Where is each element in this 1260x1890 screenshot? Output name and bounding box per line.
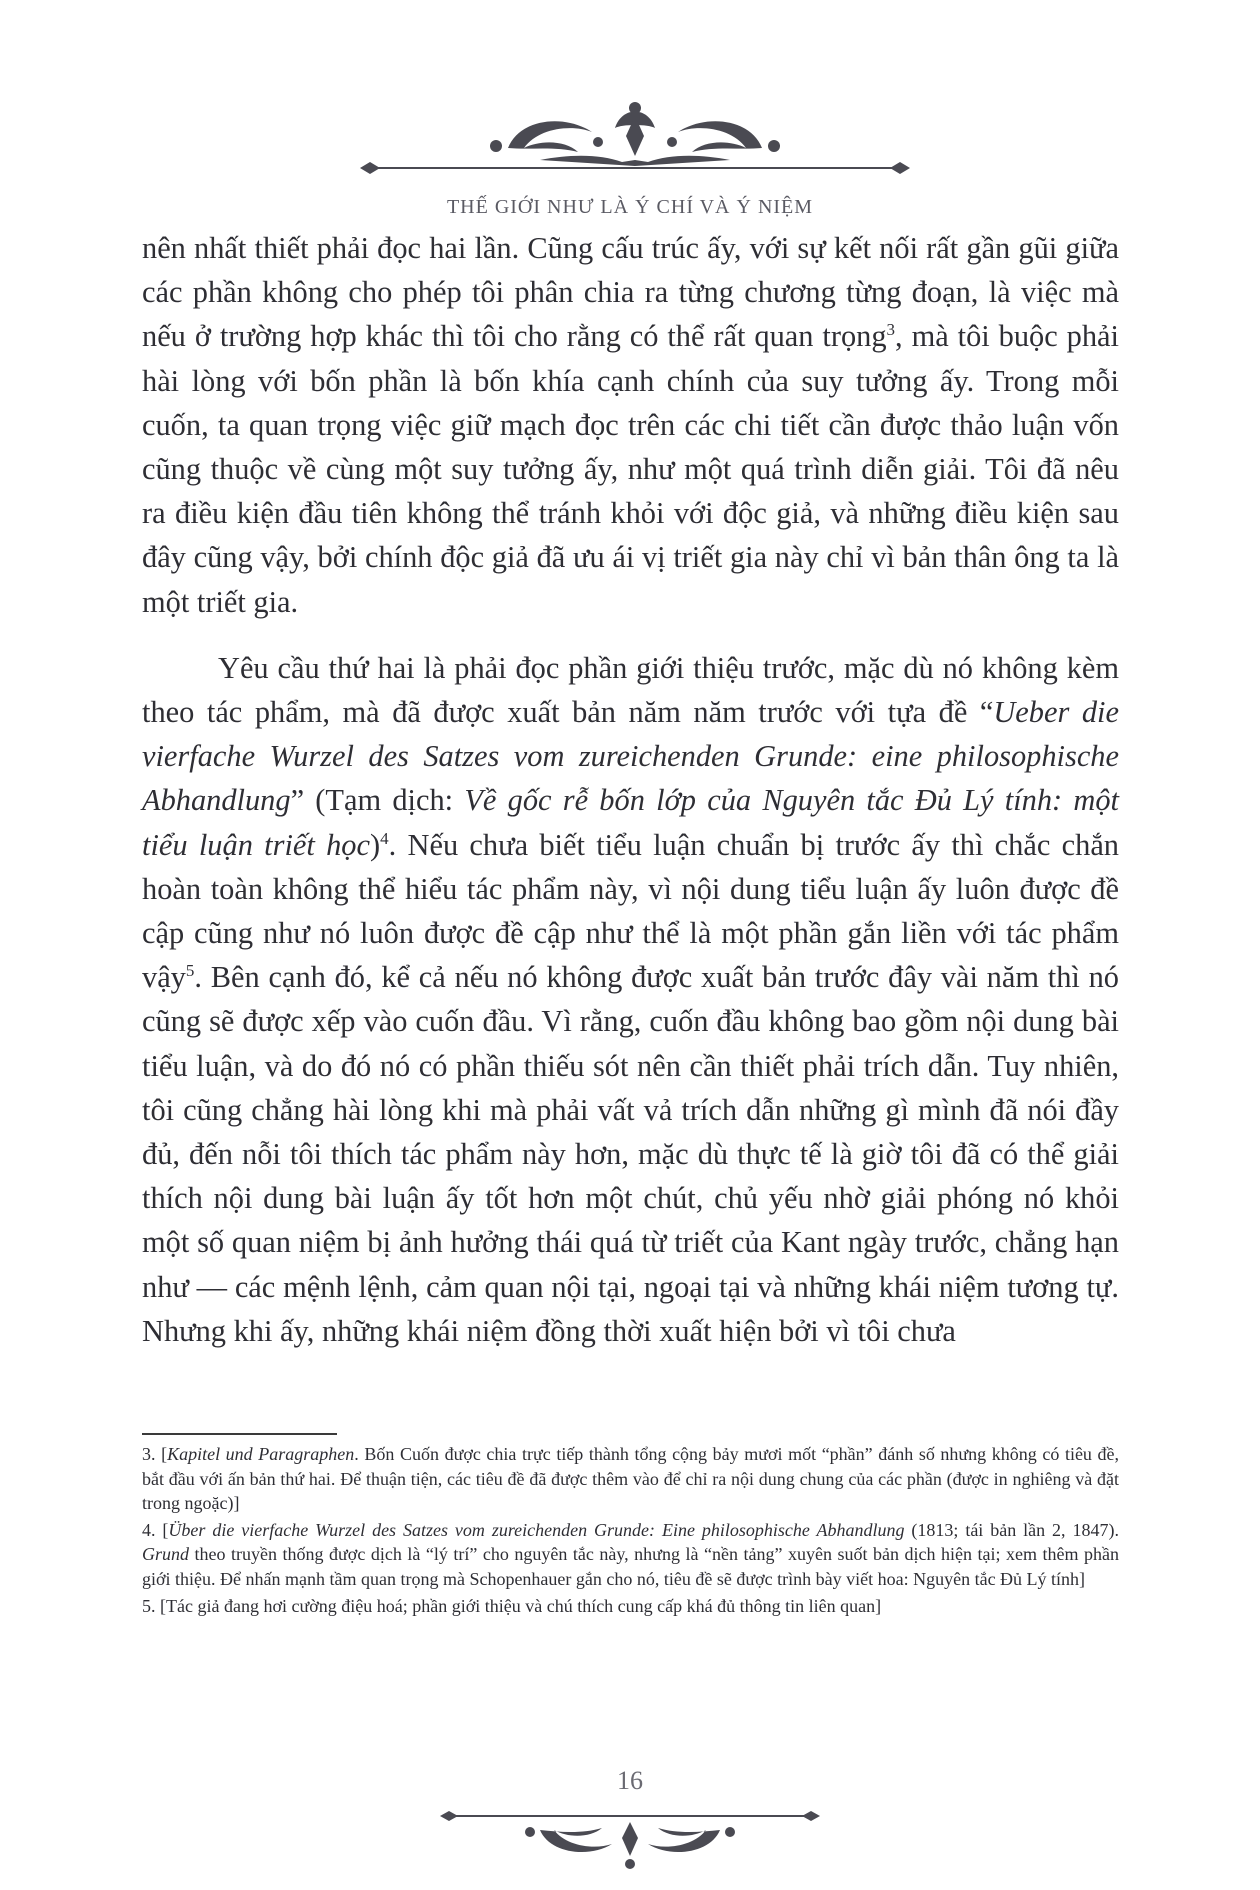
footnote-5 — [142, 1594, 1119, 1619]
ornament-top — [360, 96, 910, 206]
footnote-3 — [142, 1442, 1119, 1516]
paragraph-2-text: Yêu cầu thứ hai là phải đọc phần giới thiệu trước, mặc dù nó không kèm theo tác phẩm, mà đã được xuất bản năm năm trước với tựa đề “ — [142, 650, 1119, 730]
footnote-italic: Grund — [142, 1544, 190, 1565]
footnote-text: (1813; tái bản lần 2, 1847). — [904, 1519, 1119, 1540]
footnote-divider — [142, 1433, 337, 1435]
footnote-text: 3. [ — [142, 1444, 168, 1464]
paragraph-2-text: ” (Tạm dịch: — [290, 783, 465, 818]
footnote-text: 5. [Tác giả đang hơi cường điệu hoá; phần giới thiệu và chú thích cung cấp khá đủ thông tin liên quan] — [142, 1595, 882, 1616]
paragraph-2-text: ) — [370, 827, 381, 862]
footnote-4 — [142, 1518, 1119, 1592]
footnote-text: . Bốn Cuốn được chia trực tiếp thành tổng cộng bảy mươi mốt “phần” đánh số nhưng không có tiêu đề, bắt đầu với ấn bản thứ hai. Để thuận tiện, các tiêu đề đã được thêm vào để chỉ ra nội dung chung của các phần (được in nghiêng và đặt trong ngoặc)] — [142, 1444, 1120, 1514]
paragraph-1 — [142, 226, 1119, 624]
paragraph-2-italic: Ueber die vierfache Wurzel des Satzes vom zureichenden Grunde: eine philosophische Abhandlung — [142, 695, 1119, 818]
page-number: 16 — [617, 1766, 643, 1795]
paragraph-2-italic: Về gốc rễ bốn lớp của Nguyên tắc Đủ Lý tính: một tiểu luận triết học — [142, 783, 1119, 862]
paragraph-1-text: nên nhất thiết phải đọc hai lần. Cũng cấu trúc ấy, với sự kết nối rất gần gũi giữa các phần không cho phép tôi phân chia ra từng chương từng đoạn, là việc mà nếu ở trường hợp khác thì tôi cho rằng có thể rất quan trọng — [142, 231, 1119, 354]
footnote-text: theo truyền thống được dịch là “lý trí” cho nguyên tắc này, nhưng là “nền tảng” xuyên suốt bản dịch hiện tại; xem thêm phần giới thiệu. Để nhấn mạnh tầm quan trọng mà Schopenhauer gắn cho nó, tiêu đề sẽ được trình bày viết hoa: Nguyên tắc Đủ Lý tính] — [142, 1544, 1119, 1589]
running-head: THẾ GIỚI NHƯ LÀ Ý CHÍ VÀ Ý NIỆM — [446, 196, 814, 218]
paragraph-2-footnote-ref: 4 — [380, 828, 389, 848]
footnotes — [142, 1442, 1119, 1620]
footnote-italic: Kapitel und Paragraphen — [167, 1444, 355, 1464]
paragraph-2 — [142, 646, 1119, 1353]
footnote-text: 4. [ — [142, 1519, 169, 1540]
paragraph-2-text: . Bên cạnh đó, kể cả nếu nó không được xuất bản trước đây vài năm thì nó cũng sẽ được xếp vào cuốn đầu. Vì rằng, cuốn đầu không bao gồm nội dung bài tiểu luận, và do đó nó có phần thiếu sót nên cần thiết phải trích dẫn. Tuy nhiên, tôi cũng chẳng hài lòng khi mà phải vất vả trích dẫn những gì mình đã nói đầy đủ, đến nỗi tôi thích tác phẩm này hơn, mặc dù thực tế là giờ tôi đã có thể giải thích nội dung bài luận ấy tốt hơn một chút, chủ yếu nhờ giải phóng nó khỏi một số quan niệm bị ảnh hưởng thái quá từ triết của Kant ngày trước, chẳng hạn như — các mệnh lệnh, cảm quan nội tại, ngoại tại và những khái niệm tương tự. Nhưng khi ấy, những khái niệm đồng thời xuất hiện bởi vì tôi chưa — [142, 960, 1119, 1348]
paragraph-1-footnote-ref: 3 — [886, 320, 896, 340]
paragraph-1-text: , mà tôi buộc phải hài lòng với bốn phần là bốn khía cạnh chính của suy tưởng ấy. Trong mỗi cuốn, ta quan trọng việc giữ mạch đọc trên các chi tiết cần được thảo luận vốn cũng thuộc về cùng một suy tưởng ấy, như một quá trình diễn giải. Tôi đã nêu ra điều kiện đầu tiên không thể tránh khỏi với độc giả, và những điều kiện sau đây cũng vậy, bởi chính độc giả đã ưu ái vị triết gia này chỉ vì bản thân ông ta là một triết gia. — [142, 319, 1119, 619]
paragraph-2-text: . Nếu chưa biết tiểu luận chuẩn bị trước ấy thì chắc chắn hoàn toàn không thể hiểu tác phẩm này, vì nội dung tiểu luận ấy luôn được đề cập cũng như nó luôn được đề cập như thể là một phần gắn liền với tác phẩm vậy — [142, 827, 1120, 995]
paragraph-2-footnote-ref: 5 — [185, 961, 195, 981]
ornament-bottom — [440, 1802, 820, 1878]
footnote-italic: Über die vierfache Wurzel des Satzes vom zureichenden Grunde: Eine philosophische Abhandlung — [168, 1519, 905, 1540]
body-text — [142, 226, 1119, 1353]
